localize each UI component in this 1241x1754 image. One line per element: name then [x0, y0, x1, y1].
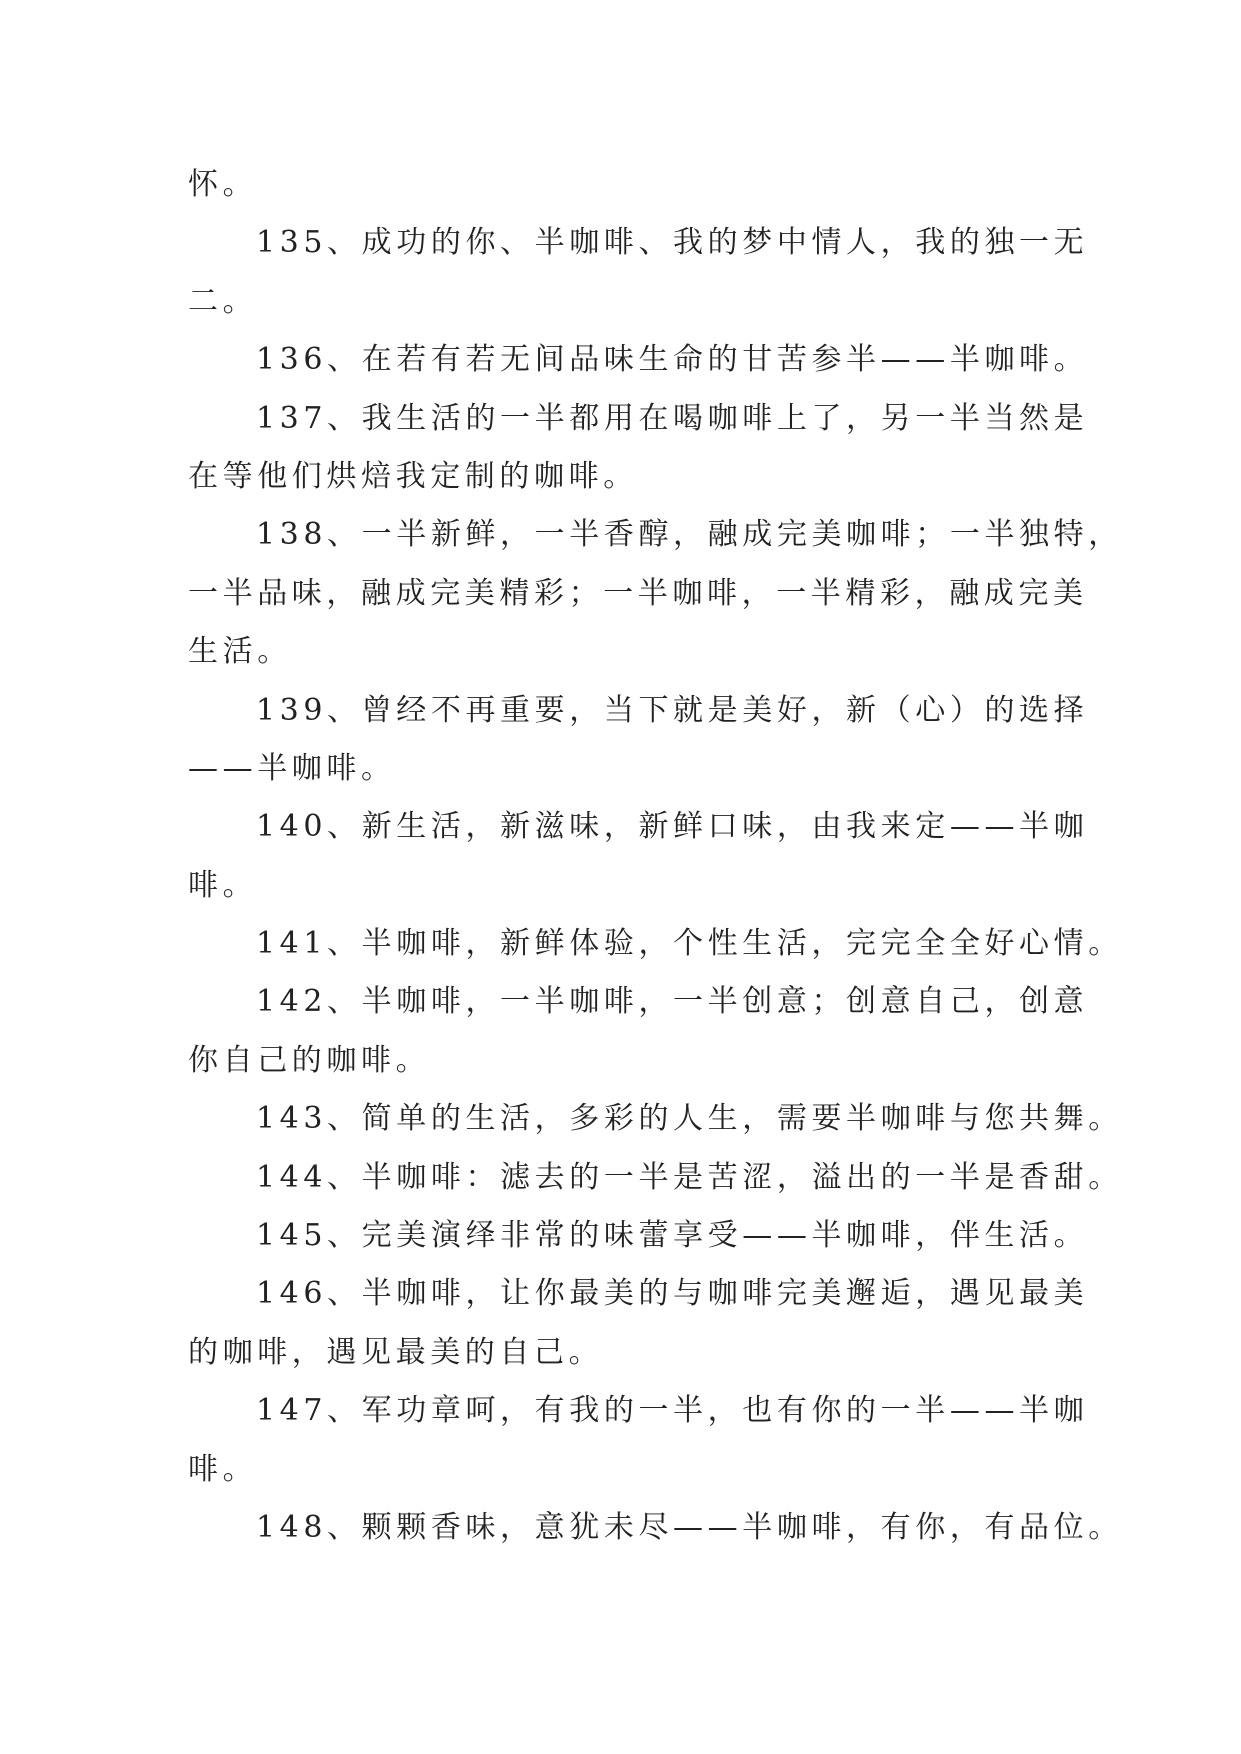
text-line: 144、半咖啡：滤去的一半是苦涩，溢出的一半是香甜。 [256, 1159, 1123, 1195]
text-line: 143、简单的生活，多彩的人生，需要半咖啡与您共舞。 [256, 1101, 1123, 1137]
text-line: 一半品味，融成完美精彩；一半咖啡，一半精彩，融成完美 [188, 575, 1088, 611]
text-line: 145、完美演绎非常的味蕾享受——半咖啡，伴生活。 [256, 1218, 1089, 1254]
text-line: 啡。 [188, 867, 258, 903]
text-line: 146、半咖啡，让你最美的与咖啡完美邂逅，遇见最美 [256, 1276, 1089, 1312]
text-line: 在等他们烘焙我定制的咖啡。 [188, 458, 638, 494]
document-body [188, 156, 1123, 1557]
text-line: 141、半咖啡，新鲜体验，个性生活，完完全全好心情。 [256, 926, 1123, 962]
text-line: 生活。 [188, 634, 292, 670]
text-line: ——半咖啡。 [188, 750, 396, 786]
text-line: 二。 [188, 283, 258, 319]
text-line: 148、颗颗香味，意犹未尽——半咖啡，有你，有品位。 [256, 1509, 1123, 1545]
text-line: 136、在若有若无间品味生命的甘苦参半——半咖啡。 [256, 342, 1089, 378]
text-line: 啡。 [188, 1451, 258, 1487]
text-line: 137、我生活的一半都用在喝咖啡上了，另一半当然是 [256, 400, 1089, 436]
text-line: 147、军功章呵，有我的一半，也有你的一半——半咖 [256, 1393, 1089, 1429]
text-line: 你自己的咖啡。 [188, 1042, 431, 1078]
text-line: 135、成功的你、半咖啡、我的梦中情人，我的独一无 [256, 225, 1089, 261]
text-line: 140、新生活，新滋味，新鲜口味，由我来定——半咖 [256, 809, 1089, 845]
text-line: 139、曾经不再重要，当下就是美好，新（心）的选择 [256, 692, 1089, 728]
text-line: 142、半咖啡，一半咖啡，一半创意；创意自己，创意 [256, 984, 1089, 1020]
text-line: 138、一半新鲜，一半香醇，融成完美咖啡；一半独特， [256, 517, 1123, 553]
text-line: 怀。 [188, 167, 258, 202]
text-line: 的咖啡，遇见最美的自己。 [188, 1334, 604, 1370]
